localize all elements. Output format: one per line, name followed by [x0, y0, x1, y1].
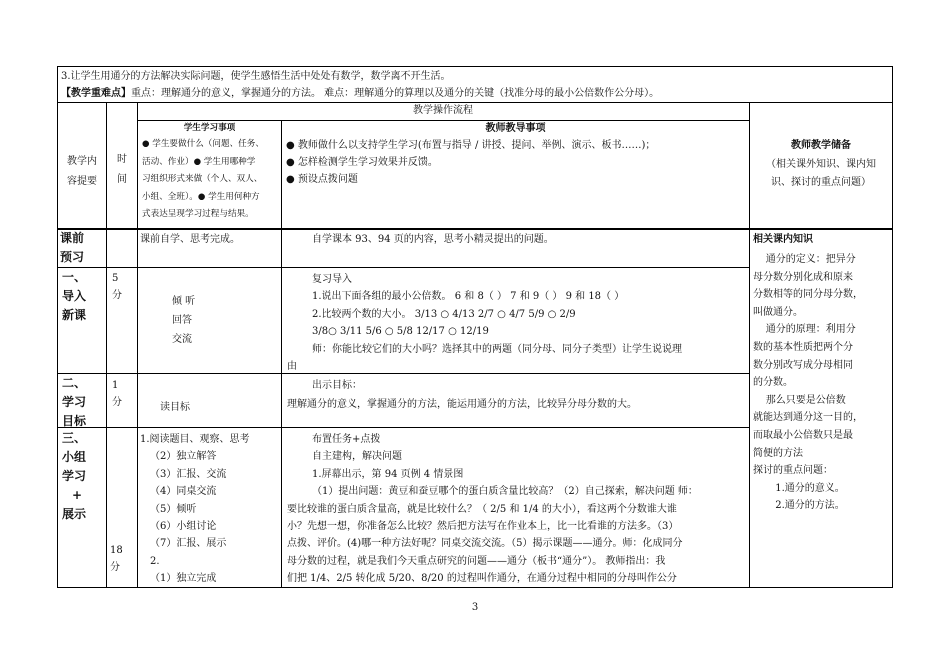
row-intro-time-value: 5: [112, 273, 119, 284]
row-goals-time-value: 1: [112, 380, 119, 391]
row-group-teacher-line: 母分数的过程，就是我们今天重点研究的问题——通分（板书“通分”）。 教师指出：我: [287, 555, 666, 567]
row-group-student-line: （3）汇报、交流: [150, 468, 227, 480]
row-intro-teacher-line: 师：你能比较它们的大小吗？选择其中的两题（同分母、同分子类型）让学生说说理: [312, 343, 682, 355]
row-intro-label-line: 一、: [62, 270, 87, 284]
row-intro-teacher-line: 2.比较两个数的大小。 3/13 ○ 4/13 2/7 ○ 4/7 5/9 ○ 2/9: [312, 308, 576, 320]
row-intro-student-line: 倾 听: [172, 296, 196, 307]
row-group-label-line: 展示: [62, 507, 87, 521]
row-intro-teacher: [287, 271, 682, 375]
student-col-title: 学生学习事项: [183, 123, 236, 133]
row-group-teacher-line: 1.屏幕出示，第 94 页例 4 情景图: [312, 468, 464, 480]
reserve-col-desc-1: （相关课外知识、课内知: [766, 159, 876, 170]
col-content-heading-line2: 容提要: [67, 176, 97, 187]
row-goals-label-line: 目标: [62, 414, 87, 428]
row-group-label-line: +: [72, 488, 83, 502]
reserve-line: 分数相等的同分母分数，: [753, 289, 863, 301]
teacher-col-title: 教师教导事项: [485, 123, 546, 134]
row-group-student: [140, 431, 250, 588]
teacher-desc-line: ● 怎样检测学生学习效果并反馈。: [286, 157, 438, 168]
header-objective-3: 3.让学生用通分的方法解决实际问题，使学生感悟生活中处处有数学，数学离不开生活。: [61, 71, 451, 82]
reserve-col-desc-2: 识、探讨的重点问题）: [771, 177, 871, 188]
row-group-label-line: 小组: [62, 450, 87, 464]
row-group-student-line: 1.阅读题目、观察、思考: [140, 434, 250, 445]
col-time-heading-line2: 间: [117, 174, 127, 185]
student-desc-line: 小组、全班）。● 学生用何种方: [142, 191, 260, 202]
reserve-title: 相关课内知识: [753, 234, 813, 245]
teacher-col-desc: [286, 137, 655, 188]
row-goals-label-line: 二、: [62, 376, 87, 390]
reserve-line: 数分别改写成分母相同: [753, 359, 853, 371]
row-intro-teacher-line: 由: [287, 361, 297, 373]
teacher-desc-line: ● 教师做什么以支持学生学习(布置与指导 / 讲授、提问、举例、演示、板书……)；: [286, 140, 656, 151]
row-preview-teacher: 自学课本 93、94 页的内容，思考小精灵提出的问题。: [312, 234, 554, 245]
row-intro-student: [172, 292, 195, 349]
row-intro-student-line: 回答: [172, 315, 192, 326]
col-content-heading-line1: 教学内: [67, 156, 97, 167]
row-group-teacher-line: 点拨、评价。(4)哪一种方法好呢？同桌交流交流。（5）揭示课题——通分。师：化成同分: [287, 538, 683, 550]
reserve-body: [753, 251, 863, 515]
row-group-teacher-line: 布置任务+点拨: [312, 434, 381, 445]
reserve-line: 简便的方法: [753, 447, 803, 459]
row-intro-time: [112, 270, 122, 304]
row-group-student-line: （6）小组讨论: [150, 521, 217, 533]
header-key-points: [61, 87, 659, 101]
row-intro-label-line: 导入: [62, 289, 87, 303]
row-intro-label: [62, 268, 86, 325]
reserve-line: 母分数分别化成和原来: [753, 271, 853, 283]
row-goals-student: 读目标: [160, 402, 190, 413]
row-group-label-line: 三、: [62, 431, 87, 445]
reserve-col-title: 教师教学储备: [791, 140, 851, 151]
row-group-time-unit: 分: [110, 562, 120, 573]
row-group-time: [110, 542, 123, 576]
row-preview-label-line: 课前: [60, 231, 85, 245]
flow-title: 教学操作流程: [413, 105, 473, 116]
reserve-line: 的分数。: [753, 377, 793, 389]
student-desc-line: 习组织形式来做（个人、双人、: [142, 174, 263, 184]
row-goals-teacher-1: 出示目标：: [312, 380, 362, 391]
row-group-label: [62, 429, 86, 524]
student-desc-line: 活动、作业）● 学生用哪种学: [142, 156, 256, 167]
row-group-teacher-line: 小？先想一想，你准备怎么比较？然后把方法写在作业本上，比一比看谁的方法多。（3）: [287, 521, 679, 533]
row-group-teacher-line: （1）提出问题：黄豆和蚕豆哪个的蛋白质含量比较高？（2）自己探索，解决问题 师：: [312, 486, 698, 498]
row-preview-label-line: 预习: [60, 250, 85, 264]
reserve-line: 通分的定义：把异分: [753, 254, 856, 265]
row-intro-student-line: 交流: [172, 334, 192, 345]
row-goals-label-line: 学习: [62, 395, 87, 409]
reserve-line: 2.通分的方法。: [753, 500, 845, 512]
row-group-student-line: （4）同桌交流: [150, 486, 217, 498]
row-preview-label: [60, 229, 84, 267]
row-group-teacher-line: 自主建构，解决问题: [312, 451, 402, 463]
row-intro-label-line: 新课: [62, 308, 87, 322]
row-goals-label: [62, 374, 86, 431]
row-group-time-value: 18: [110, 545, 123, 556]
page-number: 3: [471, 602, 479, 613]
row-goals-time: [112, 377, 122, 411]
reserve-line: 那么只要是公倍数: [753, 394, 846, 406]
row-group-student-line: （7）汇报、展示: [150, 538, 227, 550]
reserve-line: 叫做通分。: [753, 306, 803, 318]
row-group-student-line: （5）倾听: [150, 503, 197, 515]
row-group-student-line: （2）独立解答: [150, 451, 217, 463]
row-group-teacher-line: 要比较谁的蛋白质含量高，就是比较什么？（ 2/5 和 1/4 的大小），看这两个分数谁大谁: [287, 503, 677, 515]
row-goals-time-unit: 分: [112, 397, 122, 408]
key-points-text: 重点：理解通分的意义，掌握通分的方法。 难点：理解通分的算理以及通分的关键（找准分母的最小公倍数作公分母）。: [131, 88, 660, 99]
col-content-heading: [58, 152, 106, 192]
student-desc-line: ● 学生要做什么（问题、任务、: [142, 139, 264, 149]
col-time-heading-line1: 时: [117, 154, 127, 165]
reserve-line: 1.通分的意义。: [753, 482, 845, 494]
row-group-student-line: 2.: [150, 555, 160, 567]
row-intro-teacher-line: 3/8○ 3/11 5/6 ○ 5/8 12/17 ○ 12/19: [312, 326, 489, 338]
row-group-teacher-line: 们把 1/4、2/5 转化成 5/20、8/20 的过程叫作通分，在通分过程中相同的分母叫作公分: [287, 573, 677, 585]
key-points-label: 【教学重难点】: [61, 88, 131, 99]
student-col-desc: [142, 136, 264, 224]
teacher-desc-line: ● 预设点拨问题: [286, 174, 358, 185]
col-time-heading: [107, 150, 137, 190]
row-group-label-line: 学习: [62, 469, 87, 483]
reserve-line: 数的基本性质把两个分: [753, 341, 853, 353]
reserve-line: 探讨的重点问题：: [753, 465, 833, 477]
row-group-student-line: （1）独立完成: [150, 573, 217, 585]
row-intro-teacher-line: 复习导入: [312, 274, 352, 285]
reserve-line: 而取最小公倍数只是最: [753, 429, 853, 441]
row-preview-student: 课前自学、思考完成。: [140, 234, 240, 245]
student-desc-line: 式表达呈现学习过程与结果。: [142, 209, 254, 219]
row-intro-teacher-line: 1.说出下面各组的最小公倍数。 6 和 8（ ） 7 和 9（ ） 9 和 18（ ）: [312, 291, 625, 303]
row-goals-teacher-2: 理解通分的意义，掌握通分的方法，能运用通分的方法，比较异分母分数的大。: [287, 399, 637, 410]
row-intro-time-unit: 分: [112, 290, 122, 301]
reserve-line: 就能达到通分这一目的，: [753, 412, 863, 424]
row-group-teacher: [287, 431, 698, 588]
reserve-line: 通分的原理：利用分: [753, 324, 856, 336]
